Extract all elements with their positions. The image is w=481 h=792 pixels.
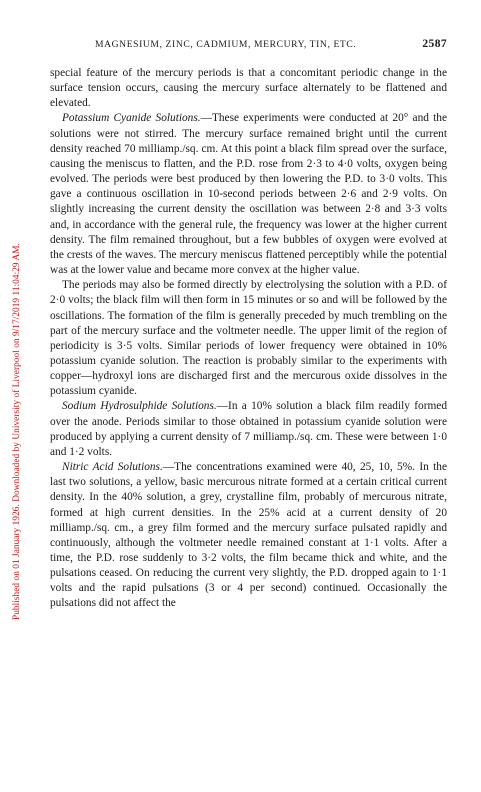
paragraph-nitric-acid — [50, 460, 447, 612]
paragraph-potassium-cyanide — [50, 111, 447, 278]
paragraph-periods — [50, 278, 447, 399]
section-heading-potassium-cyanide: Potassium Cyanide Solutions. — [62, 112, 201, 125]
page-header — [49, 39, 447, 53]
paragraph-potassium-cyanide-text: —These experiments were conducted at 20° and the solutions were not stirred. The mercury surface remained bright until the current density reached 70 milliamp./sq. cm. At this point a black film spread over the surface, causing the meniscus to flatten, and the P.D. rose from 2·3 to 4·0 volts, oxygen being evolved. The periods were best produced by then lowering the P.D. to 3·0 volts. This gave a continuous oscillation in 10-second periods between 2·6 and 2·9 volts. On slightly increasing the current density the oscillation was between 2·8 and 3·3 volts and, in accordance with the general rule, the frequency was lower at the higher current density. The film remained throughout, but a few bubbles of oxygen were evolved at the crests of the waves. The mercury meniscus flattened perceptibly while the potential was at the lower value and became more convex at the higher value. — [50, 112, 447, 277]
paragraph-intro-text: special feature of the mercury periods is that a concomitant periodic change in the surface tension occurs, causing the mercury surface alternately to be flattened and elevated. — [50, 67, 447, 110]
download-notice — [12, 60, 24, 620]
section-heading-nitric-acid: Nitric Acid Solutions. — [62, 461, 163, 474]
page-number: 2587 — [422, 38, 447, 50]
download-notice-text: Published on 01 January 1926. Downloaded by University of Liverpool on 9/17/2019 11:04:29 AM. — [12, 243, 22, 620]
running-head: MAGNESIUM, ZINC, CADMIUM, MERCURY, TIN, ETC. — [95, 39, 357, 50]
paragraph-intro — [50, 66, 447, 111]
paragraph-nitric-acid-text: —The concentrations examined were 40, 25, 10, 5%. In the last two solutions, a yellow, basic mercurous nitrate formed at a certain critical current density. In the 40% solution, a grey, crystalline film, probably of mercurous nitrate, formed at high current densities. In the 25% acid at a current density of 20 milliamp./sq. cm., a grey film formed and the mercury surface pulsated rapidly and continuously, although the voltmeter needle remained constant at 1·1 volts. After a time, the P.D. rose suddenly to 3·2 volts, the film became thick and white, and the pulsations ceased. On reducing the current very slightly, the P.D. dropped again to 1·1 volts and the rapid pulsations (3 or 4 per second) continued. Occasionally the pulsations did not affect the — [50, 461, 447, 610]
section-heading-sodium-hydrosulphide: Sodium Hydrosulphide Solutions. — [62, 400, 217, 413]
paragraph-sodium-hydrosulphide — [50, 399, 447, 460]
paragraph-periods-text: The periods may also be formed directly by electrolysing the solution with a P.D. of 2·0 volts; the black film will then form in 15 minutes or so and will be followed by the oscillations. The formation of the film is generally preceded by much trembling on the part of the mercury surface and the voltmeter needle. The upper limit of the region of periodicity is 3·5 volts. Similar periods of lower frequency were obtained in 10% potassium cyanide solution. The reaction is probably similar to the experiments with copper—hydroxyl ions are discharged first and the mercurous oxide dissolves in the potassium cyanide. — [50, 279, 447, 398]
article-body — [50, 66, 447, 612]
paragraph-sodium-hydrosulphide-text: —In a 10% solution a black film readily formed over the anode. Periods similar to those obtained in potassium cyanide solution were produced by applying a current density of 7 milliamp./sq. cm. These were between 1·0 and 1·2 volts. — [50, 400, 448, 458]
